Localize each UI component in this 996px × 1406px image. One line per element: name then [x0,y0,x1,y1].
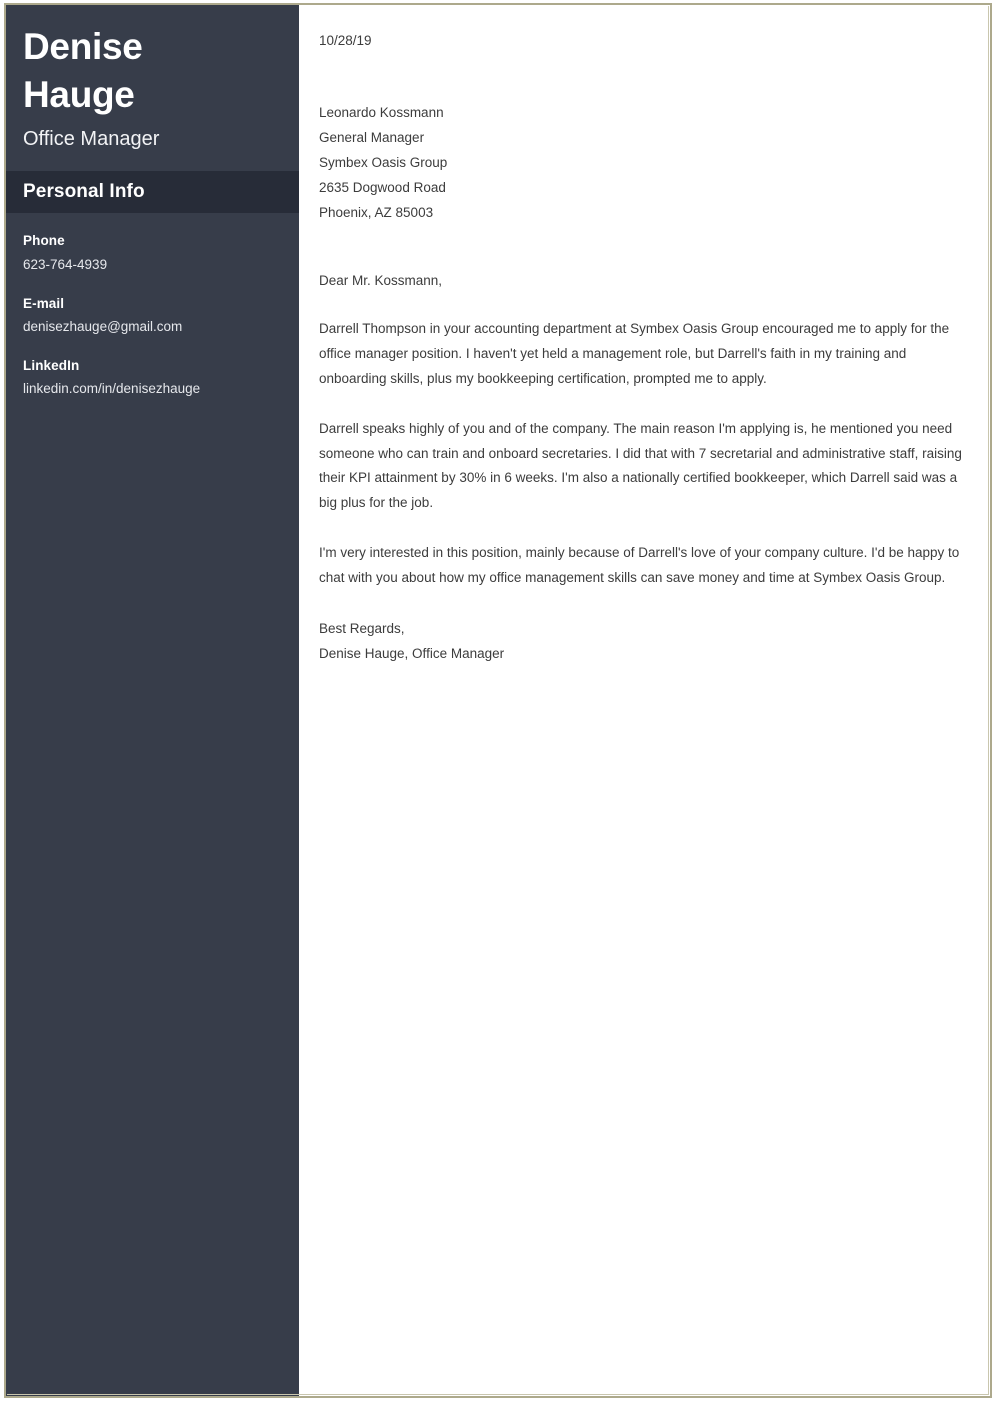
contact-item-phone [23,231,282,275]
recipient-street: 2635 Dogwood Road [319,179,446,195]
personal-info-band [6,171,299,213]
closing-block [319,617,974,667]
personal-info-heading: Personal Info [23,181,145,203]
applicant-job-title: Office Manager [23,128,160,151]
letter-content [319,31,974,667]
body-paragraph-2: Darrell speaks highly of you and of the company. The main reason I'm applying is, he mentioned you need someone who can train and onboard secretaries. I did that with 7 secretarial and administrative staff, raising their KPI attainment by 30% in 6 weeks. I'm also a nationally certified bookkeeper, which Darrell said was a big plus for the job. [319,420,962,511]
contact-value-linkedin[interactable]: linkedin.com/in/denisezhauge [23,381,201,397]
contact-label-phone: Phone [23,233,65,249]
sidebar [6,5,299,1396]
closing-signature: Denise Hauge, Office Manager [319,646,505,662]
contact-item-email [23,294,282,338]
contact-value-phone: 623-764-4939 [23,256,108,272]
body-paragraph-1: Darrell Thompson in your accounting department at Symbex Oasis Group encouraged me to apply for the office manager position. I haven't yet held a management role, but Darrell's faith in my training and onboarding skills, plus my bookkeeping certification, prompted me to apply. [319,320,950,386]
recipient-company: Symbex Oasis Group [319,154,448,170]
contact-label-linkedin: LinkedIn [23,357,80,373]
applicant-name: Denise Hauge [23,26,143,115]
recipient-city-state-zip: Phoenix, AZ 85003 [319,204,434,220]
recipient-title: General Manager [319,130,425,146]
letter-body [299,5,990,1396]
contact-label-email: E-mail [23,295,65,311]
letter-sheet [6,5,990,1396]
letter-date: 10/28/19 [319,33,372,48]
contact-value-email[interactable]: denisezhauge@gmail.com [23,318,183,334]
salutation: Dear Mr. Kossmann, [319,273,443,289]
sidebar-header [6,5,299,151]
recipient-name: Leonardo Kossmann [319,105,444,121]
closing-salutation: Best Regards, [319,621,405,637]
body-paragraph-3: I'm very interested in this position, mainly because of Darrell's love of your company culture. I'd be happy to chat with you about how my office management skills can save money and time at Symbex Oasis Group. [319,545,960,586]
contact-list [6,213,299,400]
contact-item-linkedin [23,356,282,400]
recipient-address-block [319,101,974,225]
